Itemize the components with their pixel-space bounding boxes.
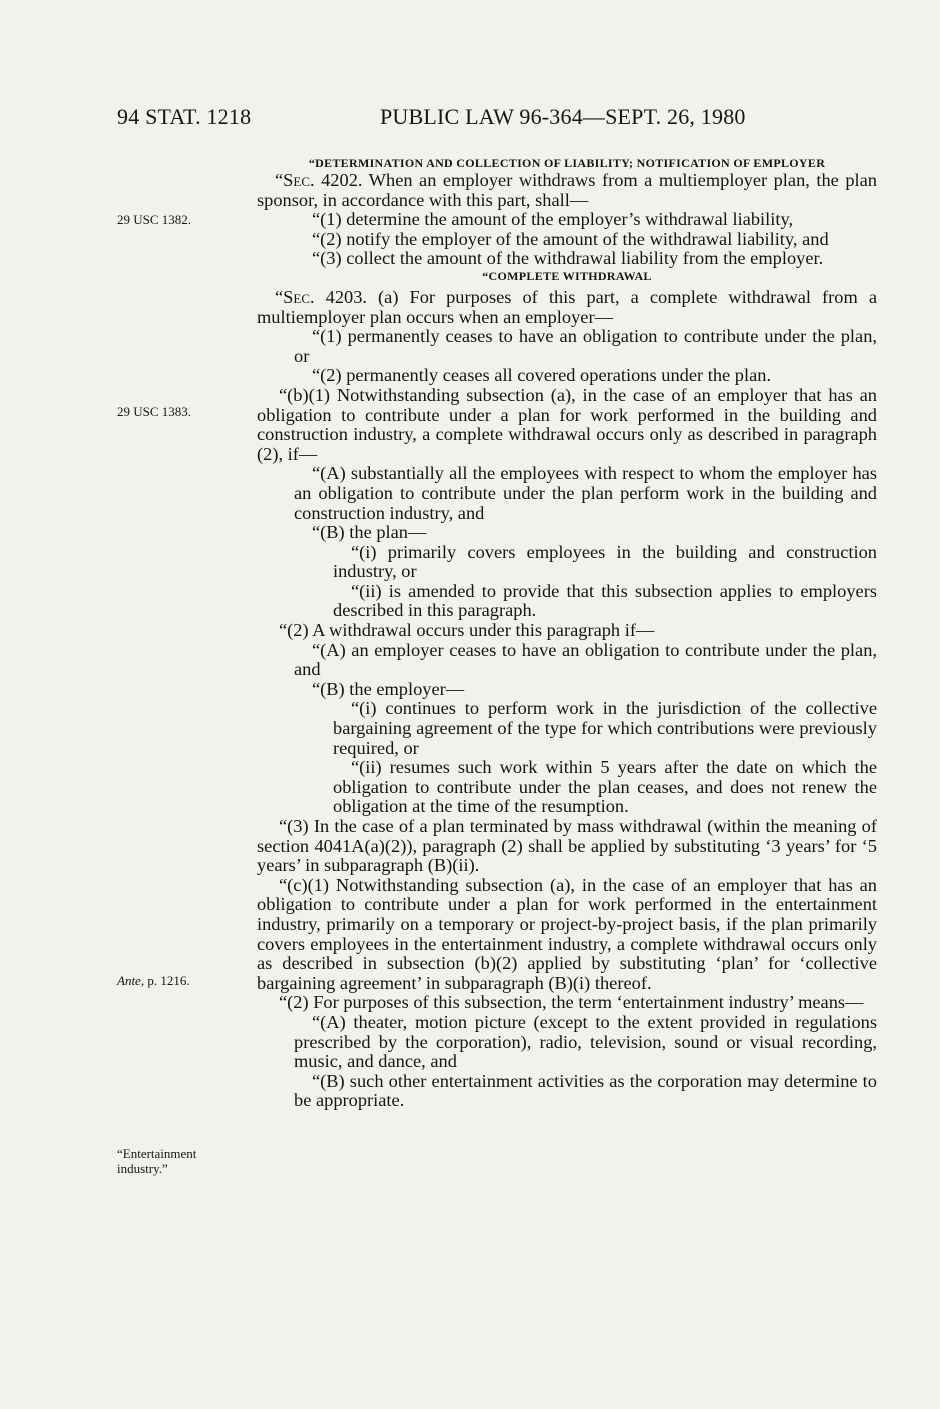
stat-citation: 94 STAT. 1218	[117, 104, 252, 129]
para-b2: “(2) A withdrawal occurs under this paragraph if—	[279, 620, 655, 641]
para-a2: “(2) permanently ceases all covered operations under the plan.	[312, 365, 772, 386]
margin-note-usc-1382: 29 USC 1382.	[117, 212, 192, 227]
para-c1: “(c)(1) Notwithstanding subsection (a), in the case of an employer that has an obligation to contribute under a plan for work performed in the entertainment industry, primarily on a temporary or project-by-project basis, if the plan primarily covers employees in the entertainment industry, a complete withdrawal occurs only as described in subsection (b)(2) applied by substituting ‘plan’ for ‘collective bargaining agreement’ in subparagraph (B)(i) thereof.	[257, 874, 877, 993]
para-b3: “(3) In the case of a plan terminated by mass withdrawal (within the meaning of section 4041A(a)(2)), paragraph (2) shall be applied by substituting ‘3 years’ for ‘5 years’ in subparagraph (B)(ii).	[257, 816, 877, 876]
para-4202-1: “(1) determine the amount of the employer’s withdrawal liability,	[312, 209, 794, 230]
statute-body	[257, 156, 877, 1111]
para-4202-3: “(3) collect the amount of the withdrawal liability from the employer.	[312, 248, 824, 269]
para-c2: “(2) For purposes of this subsection, the term ‘entertainment industry’ means—	[279, 992, 864, 1013]
margin-note-ante-italic: Ante,	[117, 973, 145, 988]
margin-note-entertainment: “Entertainment industry.”	[117, 1146, 197, 1176]
heading-determination: “DETERMINATION AND COLLECTION OF LIABILITY; NOTIFICATION OF EMPLOYER	[308, 156, 826, 170]
para-b2Bii: “(ii) resumes such work within 5 years after the date on which the obligation to contribute under the plan ceases, and does not renew the obligation at the time of the resumption.	[333, 757, 877, 817]
margin-note-ante-page: p. 1216.	[144, 973, 190, 988]
section-4202-label: “Sec.	[275, 170, 315, 190]
para-b2B: “(B) the employer—	[312, 678, 465, 699]
para-b2Bi: “(i) continues to perform work in the jurisdiction of the collective bargaining agreement of the type for which contributions were previously required, or	[333, 698, 877, 758]
para-b1Bi: “(i) primarily covers employees in the building and construction industry, or	[333, 541, 877, 582]
margin-note-usc-1383: 29 USC 1383.	[117, 404, 192, 419]
para-4202-2: “(2) notify the employer of the amount of the withdrawal liability, and	[312, 228, 829, 249]
section-4202-text: 4202. When an employer withdraws from a multiemployer plan, the plan sponsor, in accordance with this part, shall—	[257, 170, 877, 210]
section-4203-label: “Sec.	[275, 286, 315, 307]
margin-note-ante	[117, 973, 190, 988]
para-b1B: “(B) the plan—	[312, 522, 427, 543]
section-4202	[257, 171, 877, 210]
section-4203-text: 4203. (a) For purposes of this part, a complete withdrawal from a multiemployer plan occurs when an employer—	[257, 286, 877, 327]
para-b2A: “(A) an employer ceases to have an obligation to contribute under the plan, and	[294, 639, 877, 680]
para-b1Bii: “(ii) is amended to provide that this subsection applies to employers described in this paragraph.	[333, 580, 877, 621]
para-b1A: “(A) substantially all the employees with respect to whom the employer has an obligation to contribute under the plan perform work in the building and construction industry, and	[294, 463, 877, 523]
para-c2A: “(A) theater, motion picture (except to the extent provided in regulations prescribed by the corporation), radio, television, sound or visual recording, music, and dance, and	[294, 1011, 877, 1072]
para-a1: “(1) permanently ceases to have an obligation to contribute under the plan, or	[294, 326, 877, 366]
section-4203	[257, 288, 877, 327]
heading-complete-withdrawal: “COMPLETE WITHDRAWAL	[482, 268, 652, 283]
para-c2B: “(B) such other entertainment activities as the corporation may determine to be appropriate.	[294, 1070, 877, 1111]
para-b1: “(b)(1) Notwithstanding subsection (a), in the case of an employer that has an obligation to contribute under a plan for work performed in the building and construction industry, a complete withdrawal occurs only as described in paragraph (2), if—	[257, 384, 877, 464]
page-title: PUBLIC LAW 96-364—SEPT. 26, 1980	[380, 104, 746, 129]
